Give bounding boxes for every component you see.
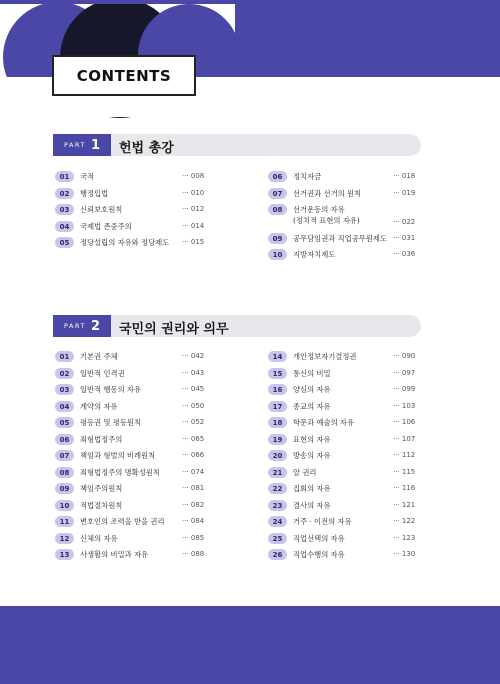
- entry-title: 정치자금: [293, 171, 322, 181]
- part-number: 2: [90, 318, 100, 334]
- toc-entry: [55, 466, 160, 479]
- entry-number-badge: 14: [268, 351, 287, 362]
- entry-number-badge: 04: [55, 401, 74, 412]
- entry-page-number: ··· 130: [393, 550, 416, 558]
- entry-title: 사생활의 비밀과 자유: [80, 549, 149, 559]
- toc-entry: [55, 482, 122, 495]
- entry-page-number: ··· 123: [393, 534, 416, 542]
- entry-number-badge: 03: [55, 204, 74, 215]
- entry-number-badge: 26: [268, 549, 287, 560]
- toc-entry: [55, 220, 132, 233]
- entry-title: 직업선택의 자유: [293, 533, 345, 543]
- entry-title: 개인정보자기결정권: [293, 351, 357, 361]
- entry-page-number: ··· 084: [182, 517, 205, 525]
- entry-title: 책임주의원칙: [80, 483, 123, 493]
- entry-title: 죄형법정주의 명확성원칙: [80, 467, 160, 477]
- part-label: [53, 315, 111, 337]
- entry-number-badge: 21: [268, 467, 287, 478]
- entry-number-badge: 23: [268, 500, 287, 511]
- entry-page-number: ··· 008: [182, 172, 205, 180]
- entry-title: 학문과 예술의 자유: [293, 417, 355, 427]
- entry-number-badge: 11: [55, 516, 74, 527]
- header-top-line: [0, 0, 500, 4]
- entry-title: 정당설립의 자유와 정당제도: [80, 237, 170, 247]
- entry-title: 양심의 자유: [293, 384, 331, 394]
- entry-number-badge: 08: [268, 204, 287, 215]
- entry-number-badge: 12: [55, 533, 74, 544]
- entry-number-badge: 05: [55, 417, 74, 428]
- entry-title: 통신의 비밀: [293, 368, 331, 378]
- toc-entry: [268, 449, 331, 462]
- entry-title: 적법절차원칙: [80, 500, 123, 510]
- entry-page-number: ··· 107: [393, 435, 416, 443]
- toc-entry: [268, 416, 354, 429]
- header-purple-block: [235, 0, 500, 77]
- contents-title: CONTENTS: [76, 66, 172, 85]
- entry-number-badge: 09: [55, 483, 74, 494]
- entry-title: 책임과 형벌의 비례원칙: [80, 450, 156, 460]
- entry-page-number: ··· 045: [182, 385, 205, 393]
- entry-page-number: ··· 012: [182, 205, 205, 213]
- part-label: [53, 134, 111, 156]
- entry-number-badge: 06: [55, 434, 74, 445]
- entry-number-badge: 10: [268, 249, 287, 260]
- entry-page-number: ··· 090: [393, 352, 416, 360]
- entry-title: 선거운동의 자유: [293, 204, 345, 214]
- entry-number-badge: 04: [55, 221, 74, 232]
- toc-entry: [268, 499, 331, 512]
- entry-page-number: ··· 065: [182, 435, 205, 443]
- toc-entry: [268, 232, 387, 245]
- toc-entry: [268, 367, 331, 380]
- entry-number-badge: 10: [55, 500, 74, 511]
- toc-entry: [268, 350, 356, 363]
- entry-title: 직업수행의 자유: [293, 549, 345, 559]
- entry-page-number: ··· 036: [393, 250, 416, 258]
- toc-entry: [268, 466, 316, 479]
- entry-page-number: ··· 112: [393, 451, 416, 459]
- part-word: PART: [63, 141, 86, 149]
- entry-page-number: ··· 043: [182, 369, 205, 377]
- toc-entry: [55, 367, 125, 380]
- entry-page-number: ··· 031: [393, 234, 416, 242]
- entry-number-badge: 02: [55, 368, 74, 379]
- toc-entry: [268, 383, 331, 396]
- entry-title: 선거권과 선거의 원칙: [293, 188, 362, 198]
- entry-number-badge: 15: [268, 368, 287, 379]
- entry-title: 변호인의 조력을 받을 권리: [80, 516, 165, 526]
- entry-page-number: ··· 074: [182, 468, 205, 476]
- entry-page-number: ··· 010: [182, 189, 205, 197]
- toc-entry: [268, 433, 331, 446]
- toc-entry: [55, 515, 165, 528]
- entry-title: 공무담임권과 직업공무원제도: [293, 233, 387, 243]
- toc-entry: [268, 203, 345, 216]
- entry-title: 집회의 자유: [293, 483, 331, 493]
- entry-page-number: ··· 081: [182, 484, 205, 492]
- toc-entry: [55, 548, 148, 561]
- entry-number-badge: 13: [55, 549, 74, 560]
- entry-title: 기본권 주체: [80, 351, 118, 361]
- toc-entry: [268, 187, 361, 200]
- entry-title: 일반적 행동의 자유: [80, 384, 142, 394]
- entry-number-badge: 19: [268, 434, 287, 445]
- entry-title: 계약의 자유: [80, 401, 118, 411]
- entry-page-number: ··· 019: [393, 189, 416, 197]
- toc-entry: [268, 515, 352, 528]
- entry-page-number: ··· 115: [393, 468, 416, 476]
- part-1-header: [53, 134, 421, 156]
- entry-number-badge: 08: [55, 467, 74, 478]
- entry-page-number: ··· 014: [182, 222, 205, 230]
- entry-number-badge: 06: [268, 171, 287, 182]
- entry-title: 표현의 자유: [293, 434, 331, 444]
- entry-page-number: ··· 066: [182, 451, 205, 459]
- entry-page-number: ··· 022: [393, 218, 416, 226]
- toc-entry: [55, 416, 141, 429]
- entry-page-number: ··· 103: [393, 402, 416, 410]
- entry-page-number: ··· 018: [393, 172, 416, 180]
- entry-title: 알 권리: [293, 467, 317, 477]
- part-title: 국민의 권리와 의무: [119, 322, 229, 337]
- entry-number-badge: 05: [55, 237, 74, 248]
- entry-page-number: ··· 015: [182, 238, 205, 246]
- entry-number-badge: 20: [268, 450, 287, 461]
- contents-title-box: [52, 55, 196, 96]
- entry-number-badge: 24: [268, 516, 287, 527]
- entry-page-number: ··· 085: [182, 534, 205, 542]
- entry-title: 신체의 자유: [80, 533, 118, 543]
- toc-entry: [268, 170, 321, 183]
- entry-number-badge: 03: [55, 384, 74, 395]
- entry-title: 방송의 자유: [293, 450, 331, 460]
- part-2-header: [53, 315, 421, 337]
- toc-entry: [268, 248, 335, 261]
- toc-entry: [268, 482, 331, 495]
- toc-entry: [55, 433, 122, 446]
- toc-entry: [55, 400, 118, 413]
- entry-page-number: ··· 050: [182, 402, 205, 410]
- entry-page-number: ··· 042: [182, 352, 205, 360]
- entry-number-badge: 17: [268, 401, 287, 412]
- entry-number-badge: 07: [268, 188, 287, 199]
- entry-title: 국적: [80, 171, 95, 181]
- toc-entry: [55, 449, 155, 462]
- footer-band: [0, 606, 500, 684]
- entry-page-number: ··· 082: [182, 501, 205, 509]
- entry-number-badge: 07: [55, 450, 74, 461]
- entry-number-badge: 22: [268, 483, 287, 494]
- entry-number-badge: 01: [55, 351, 74, 362]
- entry-title: 종교의 자유: [293, 401, 331, 411]
- toc-entry: [55, 532, 118, 545]
- entry-title: 일반적 인격권: [80, 368, 125, 378]
- toc-entry: [55, 170, 94, 183]
- part-word: PART: [63, 322, 86, 330]
- entry-title: 국제법 존중주의: [80, 221, 132, 231]
- entry-title: 평등권 및 평등원칙: [80, 417, 142, 427]
- toc-entry: [268, 532, 345, 545]
- toc-entry: [268, 548, 345, 561]
- entry-title: 행정입법: [80, 188, 109, 198]
- toc-entry: [55, 236, 169, 249]
- entry-page-number: ··· 106: [393, 418, 416, 426]
- entry-title: 지방자치제도: [293, 249, 336, 259]
- entry-page-number: ··· 116: [393, 484, 416, 492]
- entry-number-badge: 18: [268, 417, 287, 428]
- toc-entry: [268, 400, 331, 413]
- entry-page-number: ··· 088: [182, 550, 205, 558]
- part-title: 헌법 총강: [119, 141, 174, 156]
- toc-entry: [55, 499, 122, 512]
- entry-page-number: ··· 097: [393, 369, 416, 377]
- entry-title: 거주 · 이전의 자유: [293, 516, 352, 526]
- entry-number-badge: 16: [268, 384, 287, 395]
- entry-number-badge: 09: [268, 233, 287, 244]
- entry-page-number: ··· 121: [393, 501, 416, 509]
- entry-number-badge: 25: [268, 533, 287, 544]
- entry-title: 결사의 자유: [293, 500, 331, 510]
- toc-entry: [55, 383, 141, 396]
- entry-page-number: ··· 099: [393, 385, 416, 393]
- entry-number-badge: 01: [55, 171, 74, 182]
- toc-entry: [55, 203, 122, 216]
- entry-page-number: ··· 122: [393, 517, 416, 525]
- entry-title: 죄형법정주의: [80, 434, 123, 444]
- toc-entry: [55, 187, 108, 200]
- entry-number-badge: 02: [55, 188, 74, 199]
- toc-entry: [55, 350, 118, 363]
- part-number: 1: [90, 137, 100, 153]
- entry-page-number: ··· 052: [182, 418, 205, 426]
- entry-title: 신뢰보호원칙: [80, 204, 123, 214]
- entry-title-line2: (정치적 표현의 자유): [293, 216, 360, 225]
